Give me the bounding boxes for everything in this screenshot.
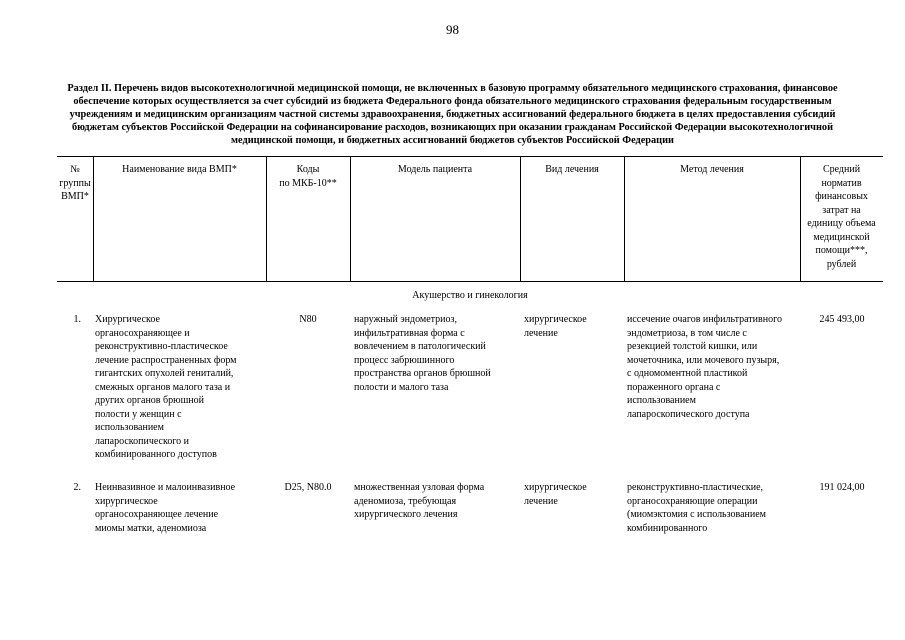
row-number: 2. xyxy=(73,482,81,493)
row-icd-codes: N80 xyxy=(299,314,317,325)
row-treatment-method: реконструктивно-пластические, органосохраняющие операции (миомэктомия с использованием комбинированного xyxy=(627,482,767,534)
section-heading: Раздел II. Перечень видов высокотехнологичной медицинской помощи, не включенных в базовую программу обязательного медицинского страхования, финансовое обеспечение которых осуществляется за счет субсидий из бюджета Федерального фонда обязательного медицинского страхования федеральным государственным учреждениям и медицинским организациям частной системы здравоохранения, бюджетных ассигнований федерального бюджета в целях предоставления субсидий бюджетам субъектов Российской Федерации на софинансирование расходов, возникающих при оказании гражданам Российской Федерации высокотехнологичной медицинской помощи, и бюджетных ассигнований бюджетов субъектов Российской Федерации xyxy=(67,83,838,146)
row-icd-codes: D25, N80.0 xyxy=(284,482,332,493)
page-number: 98 xyxy=(446,22,459,37)
specialty-section-title: Акушерство и гинекология xyxy=(412,290,528,301)
row-patient-model: множественная узловая форма аденомиоза, требующая хирургического лечения xyxy=(354,482,485,520)
header-treatment-type: Вид лечения xyxy=(545,164,599,175)
table-header-bottom-rule xyxy=(57,281,883,282)
header-icd-codes: Коды по МКБ-10** xyxy=(279,164,337,189)
header-vmp-name: Наименование вида ВМП* xyxy=(122,164,237,175)
header-group-number: № группы ВМП* xyxy=(59,164,91,202)
header-patient-model: Модель пациента xyxy=(397,164,473,175)
table-header-top-rule xyxy=(57,156,883,157)
row-treatment-type: хирургическое лечение xyxy=(524,482,587,507)
row-vmp-name: Хирургическое органосохраняющее и реконструктивно-пластическое лечение распространенных форм гигантских опухолей гениталий, смежных органов малого таза и других органов брюшной полости у женщин с использованием лапароскопического и комбинированного доступов xyxy=(95,314,237,460)
row-average-cost: 191 024,00 xyxy=(819,482,865,493)
row-treatment-method: иссечение очагов инфильтративного эндометриоза, в том числе с резекцией толстой кишки, или мочеточника, или мочевого пузыря, с одномоментной пластикой пораженного органа с использованием лапароскопического доступа xyxy=(627,314,782,420)
row-patient-model: наружный эндометриоз, инфильтративная форма с вовлечением в патологический процесс забрюшинного пространства органов брюшной полости и малого таза xyxy=(354,314,491,393)
row-number: 1. xyxy=(73,314,81,325)
row-vmp-name: Неинвазивное и малоинвазивное хирургическое органосохраняющее лечение миомы матки, аденомиоза xyxy=(95,482,236,534)
row-treatment-type: хирургическое лечение xyxy=(524,314,587,339)
row-average-cost: 245 493,00 xyxy=(819,314,865,325)
header-average-cost: Средний норматив финансовых затрат на единицу объема медицинской помощи***, рублей xyxy=(807,164,876,270)
header-treatment-method: Метод лечения xyxy=(680,164,744,175)
